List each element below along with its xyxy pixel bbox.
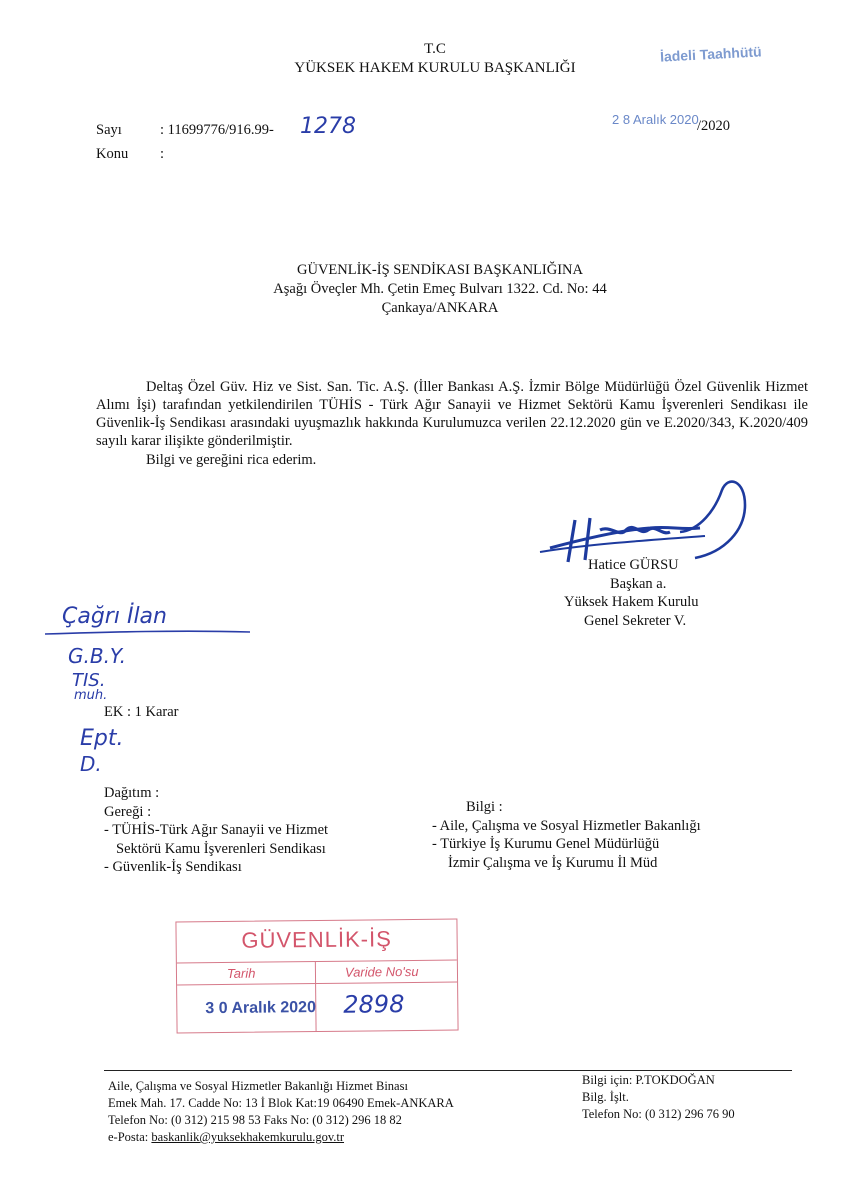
- stamp-date-label: Tarih: [226, 965, 256, 981]
- bilgi-label: Bilgi :: [466, 799, 503, 815]
- gereği-item-3: - Güvenlik-İş Sendikası: [104, 859, 242, 875]
- body-closing: Bilgi ve gereğini rica ederim.: [146, 452, 317, 468]
- footer-address-1: Aile, Çalışma ve Sosyal Hizmetler Bakanlığı Hizmet Binası: [108, 1079, 408, 1093]
- footer-right: [582, 1072, 735, 1123]
- sayi-value: : 11699776/916.99-: [160, 122, 274, 138]
- date-stamp: 2 8 Aralık 2020: [612, 112, 699, 127]
- sayi-handwritten: 1278: [300, 114, 356, 139]
- signatory-title3: Genel Sekreter V.: [584, 612, 687, 629]
- body-text: [96, 378, 808, 469]
- footer-address-2: Emek Mah. 17. Cadde No: 13 İ Blok Kat:19 06490 Emek-ANKARA: [108, 1096, 454, 1110]
- bilgi-item-2: - Türkiye İş Kurumu Genel Müdürlüğü: [432, 836, 660, 852]
- footer-rule: [104, 1070, 792, 1071]
- recipient-name: GÜVENLİK-İŞ SENDİKASI BAŞKANLIĞINA: [297, 262, 583, 278]
- sayi-label: Sayı: [96, 122, 122, 138]
- gereği-item-2: Sektörü Kamu İşverenleri Sendikası: [116, 840, 326, 857]
- bilgi-item-1: - Aile, Çalışma ve Sosyal Hizmetler Bakanlığı: [432, 817, 701, 834]
- body-paragraph: Deltaş Özel Güv. Hiz ve Sist. San. Tic. A.Ş. (İller Bankası A.Ş. İzmir Bölge Müdürlüğü Özel Güvenlik Hizmet Alımı İşi) tarafından yetkilendirilen TÜHİS - Türk Ağır Sanayii ve Hizmet Sektörü Kamu İşverenleri Sendikası ile Güvenlik-İş Sendikası arasındaki uyuşmazlık hakkında Kurulumuzca verilen 22.12.2020 gün ve E.2020/343, K.2020/409 sayılı karar ilişikte gönderilmiştir.: [96, 379, 808, 449]
- gereği-item-1: - TÜHİS-Türk Ağır Sanayii ve Hizmet: [104, 822, 329, 838]
- note-line-4: muh.: [74, 688, 108, 703]
- stamp-number-label: Varide No'su: [344, 963, 419, 980]
- note-underline: [40, 626, 260, 640]
- footer-email-row: [108, 1129, 454, 1146]
- footer-email-link[interactable]: baskanlik@yuksekhakemkurulu.gov.tr: [151, 1130, 345, 1144]
- footer-email-label: e-Posta:: [108, 1130, 152, 1144]
- note-line-2: G.B.Y.: [68, 644, 126, 668]
- recipient: [0, 262, 848, 317]
- footer-contact-unit: Bilg. İşlt.: [582, 1090, 629, 1104]
- note-line-6: D.: [80, 752, 102, 776]
- signatory-name: Hatice GÜRSU: [588, 557, 679, 573]
- stamp-date-value: 3 0 Aralık 2020: [205, 999, 317, 1018]
- date-suffix: /2020: [697, 118, 731, 134]
- signatory: [564, 556, 699, 630]
- stamp-number-value: 2898: [343, 990, 405, 1019]
- footer-left: [108, 1078, 454, 1146]
- header-tc: T.C: [424, 41, 446, 57]
- attachment: EK : 1 Karar: [104, 704, 179, 720]
- note-line-5: Ept.: [80, 726, 124, 751]
- footer-phone: Telefon No: (0 312) 215 98 53 Faks No: (0 312) 296 18 82: [108, 1113, 402, 1127]
- stamp-org: GÜVENLİK-İŞ: [241, 926, 392, 953]
- note-line-1: Çağrı İlan: [62, 604, 167, 629]
- distribution-label: Dağıtım :: [104, 785, 160, 801]
- footer-contact-phone: Telefon No: (0 312) 296 76 90: [582, 1107, 735, 1121]
- konu-label: Konu: [96, 146, 129, 162]
- gereği-label: Gereği :: [104, 803, 152, 820]
- signatory-title2: Yüksek Hakem Kurulu: [564, 594, 699, 610]
- recipient-address1: Aşağı Öveçler Mh. Çetin Emeç Bulvarı 1322. Cd. No: 44: [273, 281, 607, 297]
- note-line-3: TIS.: [72, 670, 106, 691]
- mail-stamp: İadeli Taahhütü: [659, 43, 762, 65]
- distribution-left: [104, 784, 328, 877]
- konu-value: :: [160, 146, 165, 162]
- bilgi-item-3: İzmir Çalışma ve İş Kurumu İl Müd: [448, 854, 658, 871]
- footer-contact-name: Bilgi için: P.TOKDOĞAN: [582, 1073, 715, 1087]
- signatory-title1: Başkan a.: [610, 575, 667, 592]
- received-stamp: [175, 919, 458, 1034]
- recipient-address2: Çankaya/ANKARA: [381, 300, 499, 316]
- header-institution: YÜKSEK HAKEM KURULU BAŞKANLIĞI: [294, 60, 576, 76]
- distribution-right: [432, 798, 701, 872]
